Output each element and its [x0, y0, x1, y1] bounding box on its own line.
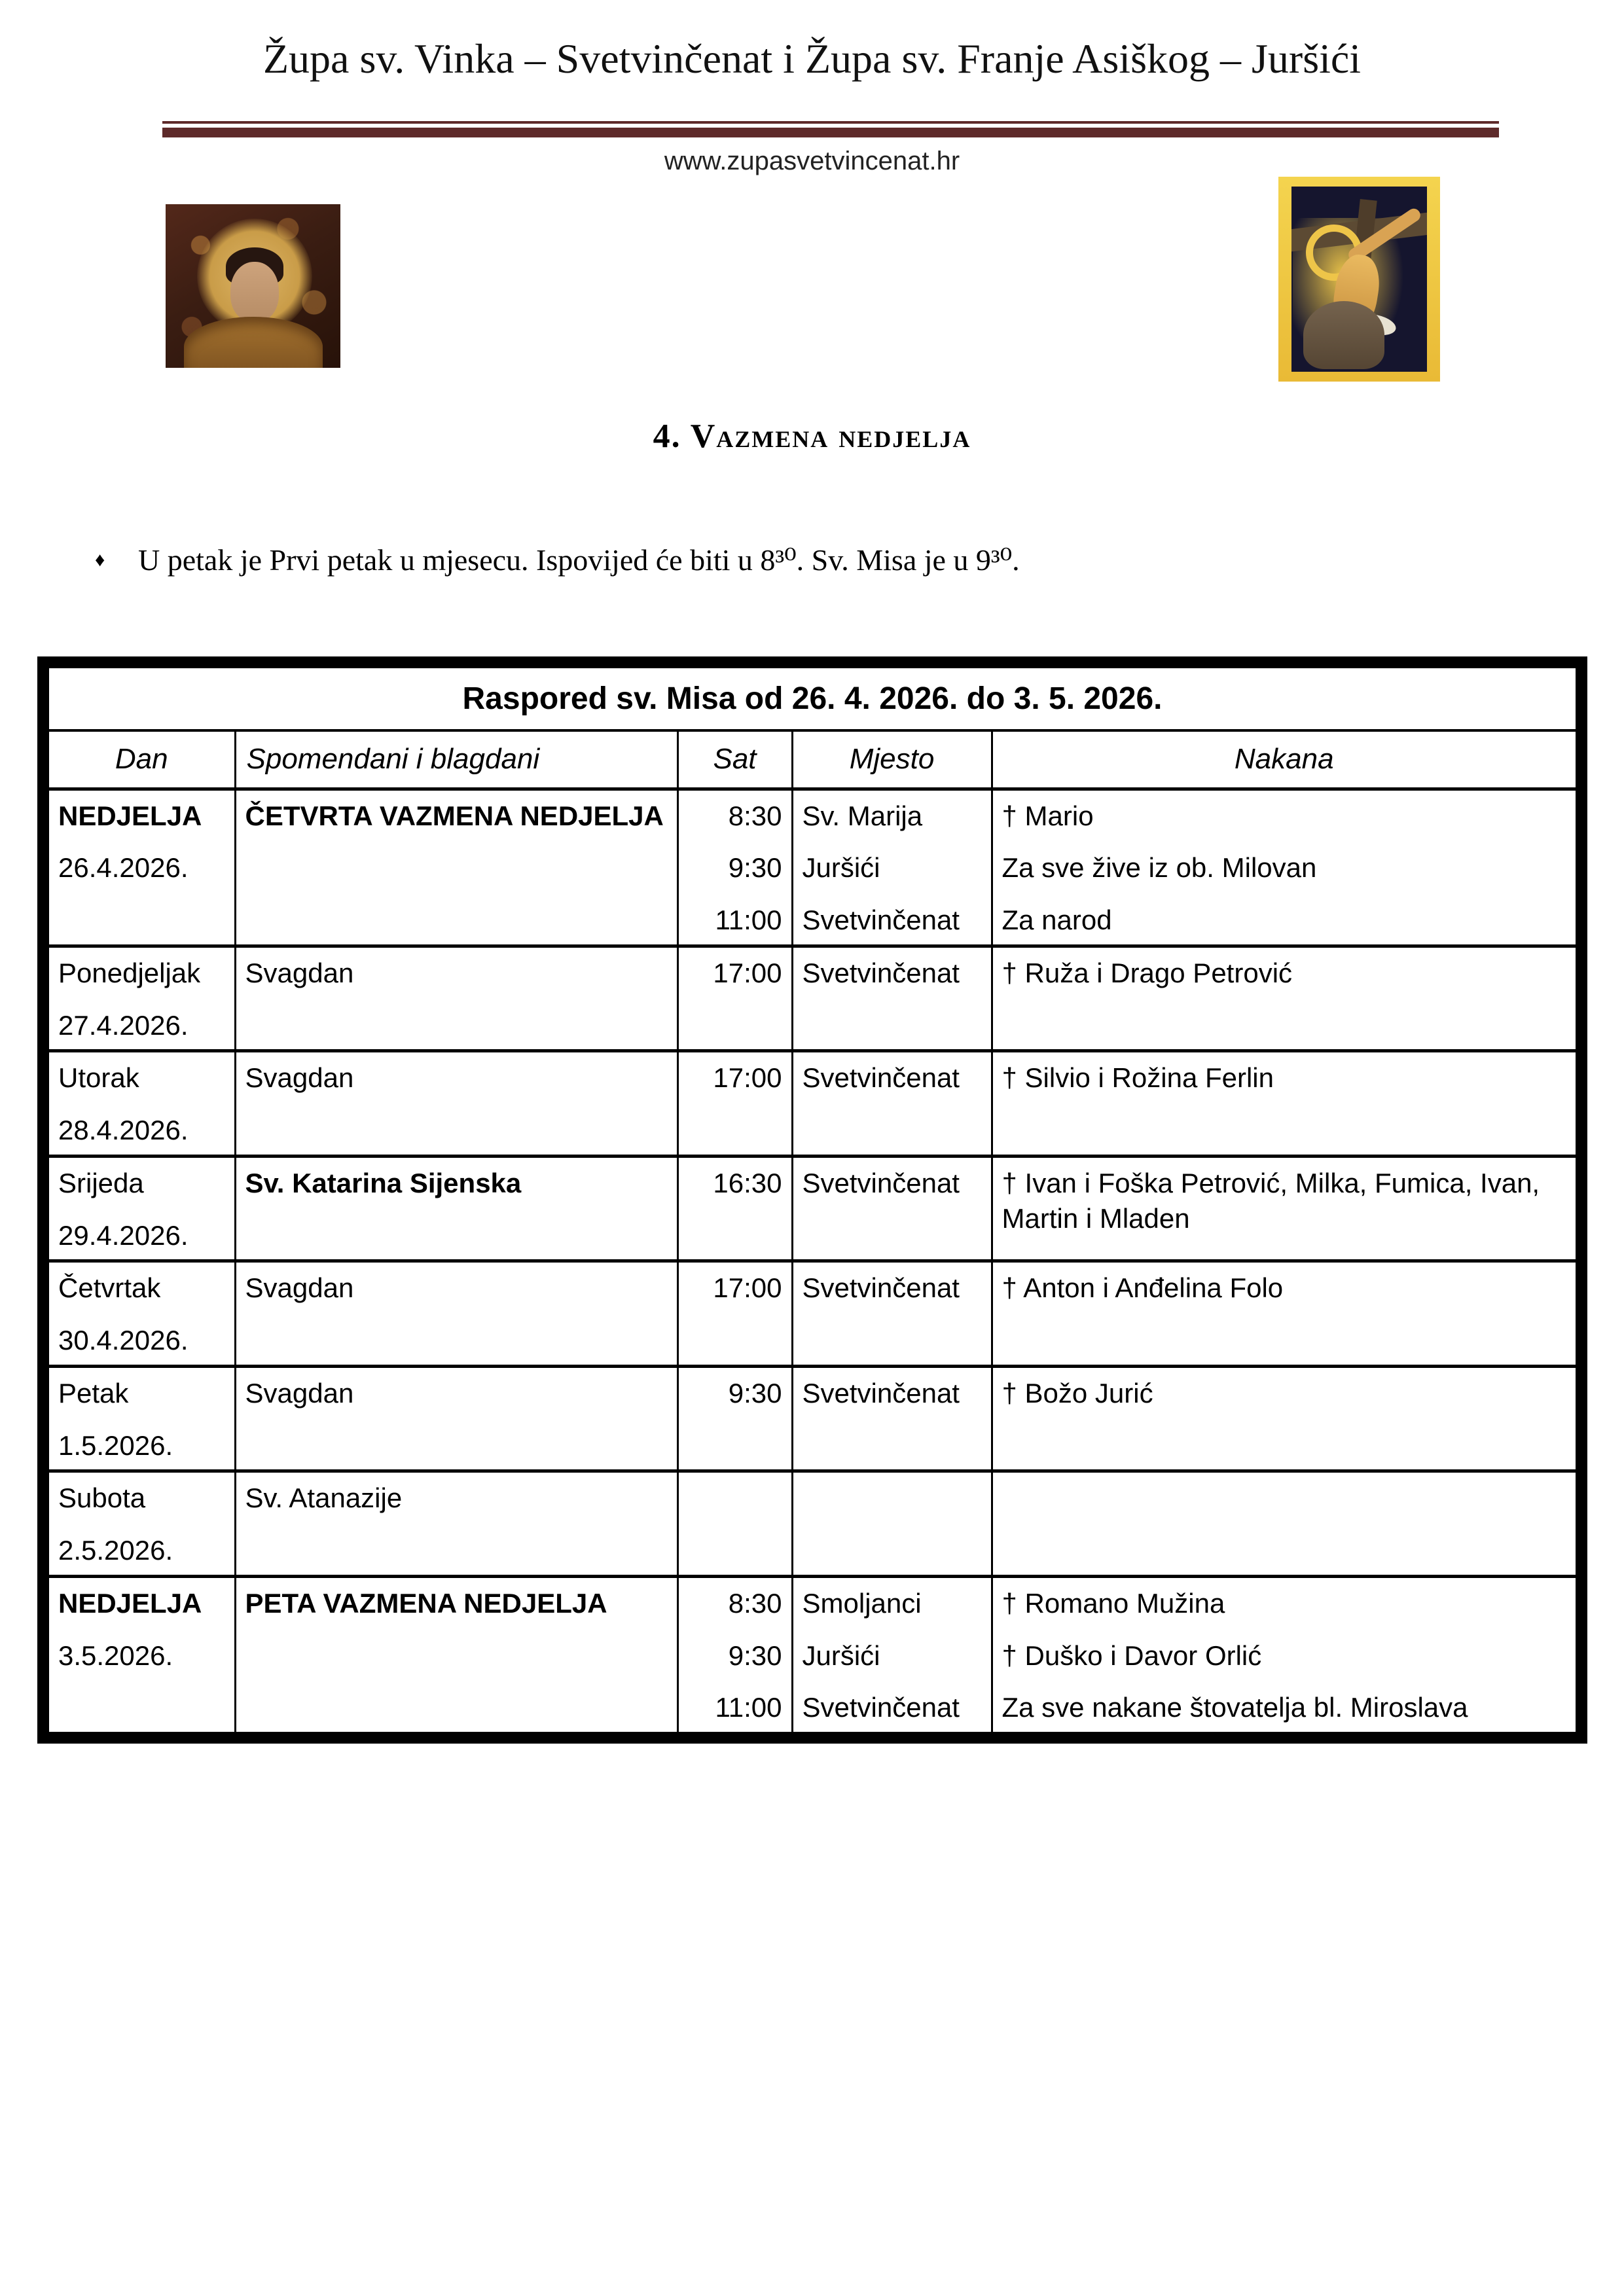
section-heading: 4. Vazmena nedjelja [653, 417, 971, 455]
feast-label: Svagdan [245, 957, 354, 988]
website-url: www.zupasvetvincenat.hr [664, 146, 960, 175]
feast-label: PETA VAZMENA NEDJELJA [245, 1587, 607, 1619]
time-value: 8:30 [728, 1587, 782, 1619]
date-label: 2.5.2026. [58, 1535, 173, 1566]
table-row [43, 1471, 1581, 1577]
intention-value: † Mario [1001, 800, 1094, 831]
feast-cell [235, 1471, 677, 1577]
feast-label: ČETVRTA VAZMENA NEDJELJA [245, 800, 664, 831]
column-header-nakana: Nakana [992, 730, 1581, 789]
intention-value: Za narod [1001, 905, 1112, 936]
day-label: NEDJELJA [58, 1587, 202, 1619]
feast-cell [235, 946, 677, 1051]
time-cell [677, 1156, 792, 1261]
francis-figure-shape [1303, 301, 1384, 369]
time-cell [677, 1261, 792, 1367]
day-label: NEDJELJA [58, 800, 202, 831]
time-value: 17:00 [713, 1062, 782, 1094]
time-value: 17:00 [713, 1272, 782, 1304]
diamond-bullet-icon: ♦ [95, 548, 105, 571]
intention-value: Za sve žive iz ob. Milovan [1001, 852, 1317, 884]
table-row [43, 1156, 1581, 1261]
time-value: 8:30 [728, 800, 782, 831]
table-title: Raspored sv. Misa od 26. 4. 2026. do 3. 5. 2026. [43, 662, 1581, 730]
place-value: Svetvinčenat [802, 1167, 960, 1198]
place-cell [792, 1156, 992, 1261]
day-cell [43, 1471, 235, 1577]
day-label: Srijeda [58, 1167, 144, 1198]
date-label: 3.5.2026. [58, 1640, 173, 1671]
place-cell [792, 1261, 992, 1367]
table-row [43, 1261, 1581, 1367]
intention-value: † Silvio i Rožina Ferlin [1001, 1062, 1274, 1094]
place-value: Juršići [802, 852, 880, 884]
feast-cell [235, 1261, 677, 1367]
table-row [43, 789, 1581, 946]
day-cell [43, 1261, 235, 1367]
saint-vincent-image [166, 204, 340, 368]
place-cell [792, 1051, 992, 1157]
column-header-dan: Dan [43, 730, 235, 789]
date-label: 1.5.2026. [58, 1429, 173, 1461]
intention-value: † Ruža i Drago Petrović [1001, 957, 1293, 988]
intention-cell [992, 1576, 1581, 1738]
place-value: Sv. Marija [802, 800, 923, 831]
day-label: Četvrtak [58, 1272, 161, 1304]
announcement-item [95, 541, 1545, 579]
feast-label: Svagdan [245, 1272, 354, 1304]
schedule-body [43, 789, 1581, 1738]
face-shape [230, 262, 279, 322]
day-label: Ponedjeljak [58, 957, 201, 988]
time-cell [677, 789, 792, 946]
time-cell [677, 946, 792, 1051]
day-label: Petak [58, 1377, 129, 1408]
feast-label: Svagdan [245, 1377, 354, 1408]
time-cell [677, 1366, 792, 1471]
column-header-spomendani: Spomendani i blagdani [235, 730, 677, 789]
place-value: Svetvinčenat [802, 1272, 960, 1304]
time-value: 9:30 [728, 852, 782, 884]
day-label: Subota [58, 1482, 146, 1514]
intention-value: † Ivan i Foška Petrović, Milka, Fumica, Ivan, Martin i Mladen [1001, 1167, 1540, 1234]
place-cell [792, 946, 992, 1051]
intention-cell [992, 789, 1581, 946]
place-cell [792, 789, 992, 946]
date-label: 26.4.2026. [58, 852, 189, 884]
intention-cell [992, 1261, 1581, 1367]
feast-cell [235, 1366, 677, 1471]
date-label: 29.4.2026. [58, 1219, 189, 1251]
time-cell [677, 1576, 792, 1738]
place-value: Svetvinčenat [802, 1377, 960, 1408]
place-cell [792, 1366, 992, 1471]
feast-label: Sv. Katarina Sijenska [245, 1167, 522, 1198]
time-value: 9:30 [728, 1377, 782, 1408]
feast-cell [235, 1156, 677, 1261]
feast-cell [235, 1576, 677, 1738]
day-cell [43, 946, 235, 1051]
table-row [43, 946, 1581, 1051]
intention-cell [992, 1471, 1581, 1577]
time-value: 17:00 [713, 957, 782, 988]
intention-value: † Anton i Anđelina Folo [1001, 1272, 1284, 1304]
feast-label: Sv. Atanazije [245, 1482, 403, 1514]
intention-cell [992, 1156, 1581, 1261]
place-value: Svetvinčenat [802, 905, 960, 936]
mass-schedule-table [37, 656, 1587, 1744]
day-label: Utorak [58, 1062, 139, 1094]
intention-value: Za sve nakane štovatelja bl. Miroslava [1001, 1692, 1468, 1723]
intention-value: † Duško i Davor Orlić [1001, 1640, 1262, 1671]
date-label: 30.4.2026. [58, 1325, 189, 1356]
intention-value: † Božo Jurić [1001, 1377, 1153, 1408]
crucifix-image [1278, 177, 1440, 382]
time-value: 16:30 [713, 1167, 782, 1198]
day-cell [43, 1576, 235, 1738]
date-label: 28.4.2026. [58, 1115, 189, 1146]
table-row [43, 1576, 1581, 1738]
table-title-row [43, 662, 1581, 730]
place-cell [792, 1471, 992, 1577]
place-value: Svetvinčenat [802, 1062, 960, 1094]
intention-cell [992, 1051, 1581, 1157]
day-cell [43, 789, 235, 946]
time-cell [677, 1471, 792, 1577]
page-title: Župa sv. Vinka – Svetvinčenat i Župa sv. Franje Asiškog – Juršići [262, 35, 1362, 82]
time-value: 9:30 [728, 1640, 782, 1671]
table-row [43, 1366, 1581, 1471]
day-cell [43, 1366, 235, 1471]
place-value: Smoljanci [802, 1587, 922, 1619]
feast-cell [235, 789, 677, 946]
intention-cell [992, 1366, 1581, 1471]
column-header-row [43, 730, 1581, 789]
feast-label: Svagdan [245, 1062, 354, 1094]
time-value: 11:00 [715, 905, 782, 936]
day-cell [43, 1051, 235, 1157]
crucifix-scene [1291, 187, 1427, 372]
intention-cell [992, 946, 1581, 1051]
place-value: Svetvinčenat [802, 1692, 960, 1723]
time-value: 11:00 [715, 1692, 782, 1723]
intention-value: † Romano Mužina [1001, 1587, 1225, 1619]
feast-cell [235, 1051, 677, 1157]
header-divider [162, 121, 1499, 137]
place-cell [792, 1576, 992, 1738]
announcement-text: U petak je Prvi petak u mjesecu. Ispovijed će biti u 8³⁰. Sv. Misa je u 9³⁰. [138, 543, 1020, 577]
column-header-mjesto: Mjesto [792, 730, 992, 789]
divider-thick-line [162, 128, 1499, 137]
time-cell [677, 1051, 792, 1157]
day-cell [43, 1156, 235, 1261]
place-value: Juršići [802, 1640, 880, 1671]
date-label: 27.4.2026. [58, 1009, 189, 1041]
place-value: Svetvinčenat [802, 957, 960, 988]
column-header-sat: Sat [677, 730, 792, 789]
table-row [43, 1051, 1581, 1157]
